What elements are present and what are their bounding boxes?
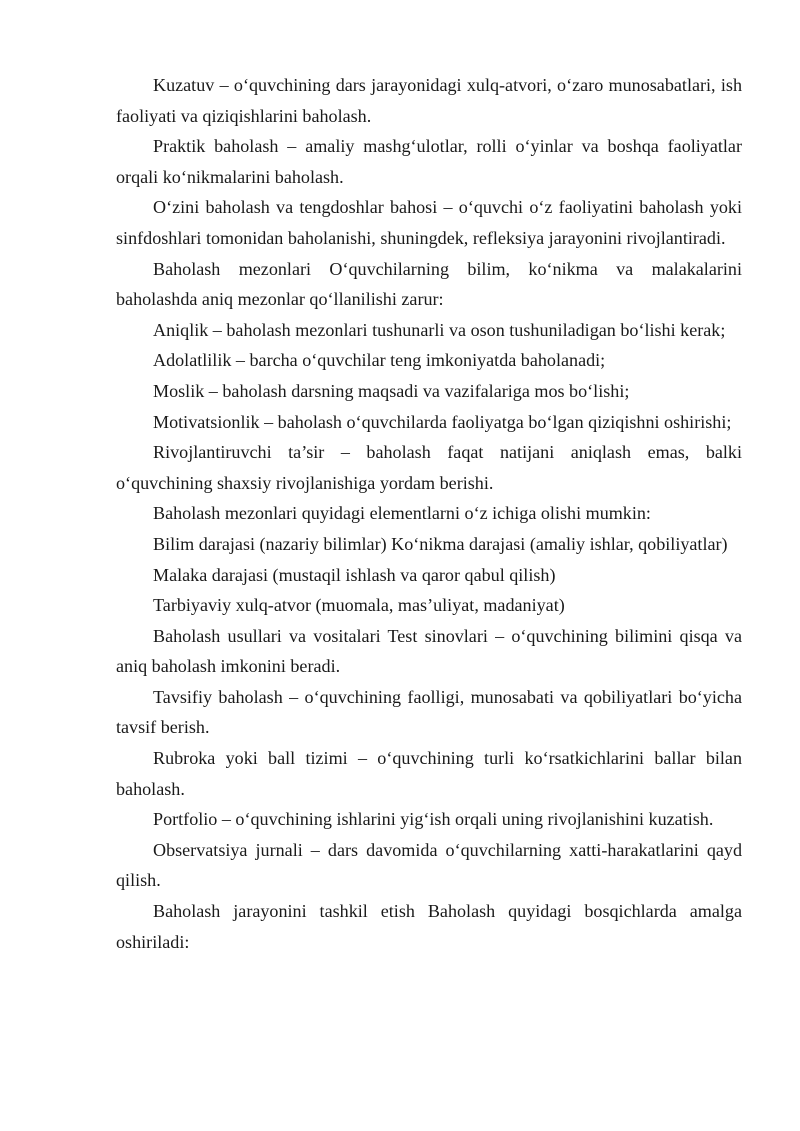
paragraph-tavsifiy-baholash: Tavsifiy baholash – o‘quvchining faolligi, munosabati va qobiliyatlari bo‘yicha tavsif berish. xyxy=(116,686,742,738)
paragraph-malaka-darajasi: Malaka darajasi (mustaqil ishlash va qaror qabul qilish) xyxy=(153,564,556,585)
paragraph-adolatlilik: Adolatlilik – barcha o‘quvchilar teng imkoniyatda baholanadi; xyxy=(153,350,606,371)
paragraph-baholash-mezonlari: Baholash mezonlari O‘quvchilarning bilim, ko‘nikma va malakalarini baholashda aniq mezonlar qo‘llanilishi zarur: xyxy=(116,258,742,310)
paragraph-moslik: Moslik – baholash darsning maqsadi va vazifalariga mos bo‘lishi; xyxy=(153,380,630,401)
document-body xyxy=(116,70,742,957)
paragraph-observatsiya: Observatsiya jurnali – dars davomida o‘quvchilarning xatti-harakatlarini qayd qilish. xyxy=(116,839,742,891)
paragraph-rivojlantiruvchi: Rivojlantiruvchi ta’sir – baholash faqat natijani aniqlash emas, balki o‘quvchining shaxsiy rivojlanishiga yordam berishi. xyxy=(116,442,742,493)
paragraph-tarbiyaviy: Tarbiyaviy xulq-atvor (muomala, mas’uliyat, madaniyat) xyxy=(153,595,565,616)
paragraph-bilim-darajasi: Bilim darajasi (nazariy bilimlar) Ko‘nikma darajasi (amaliy ishlar, qobiliyatlar) xyxy=(153,533,728,554)
paragraph-aniqlik: Aniqlik – baholash mezonlari tushunarli va oson tushuniladigan bo‘lishi kerak; xyxy=(153,319,726,340)
paragraph-mezon-elementlari: Baholash mezonlari quyidagi elementlarni o‘z ichiga olishi mumkin: xyxy=(153,503,651,524)
paragraph-rubroka: Rubroka yoki ball tizimi – o‘quvchining turli ko‘rsatkichlarini ballar bilan baholash. xyxy=(116,748,742,799)
paragraph-ozini-baholash: O‘zini baholash va tengdoshlar bahosi – o‘quvchi o‘z faoliyatini baholash yoki sinfdoshlari tomonidan baholanishi, shuningdek, refleksiya jarayonini rivojlantiradi. xyxy=(116,197,742,248)
paragraph-motivatsionlik: Motivatsionlik – baholash o‘quvchilarda faoliyatga bo‘lgan qiziqishni oshirishi; xyxy=(153,411,732,432)
paragraph-praktik-baholash: Praktik baholash – amaliy mashg‘ulotlar, rolli o‘yinlar va boshqa faoliyatlar orqali ko‘nikmalarini baholash. xyxy=(116,136,742,187)
paragraph-kuzatuv: Kuzatuv – o‘quvchining dars jarayonidagi xulq-atvori, o‘zaro munosabatlari, ish faoliyati va qiziqishlarini baholash. xyxy=(116,75,742,126)
paragraph-test-sinovlari: Baholash usullari va vositalari Test sinovlari – o‘quvchining bilimini qisqa va aniq baholash imkonini beradi. xyxy=(116,625,742,677)
paragraph-jarayon-tashkil: Baholash jarayonini tashkil etish Baholash quyidagi bosqichlarda amalga oshiriladi: xyxy=(116,901,742,952)
paragraph-portfolio: Portfolio – o‘quvchining ishlarini yig‘ish orqali uning rivojlanishini kuzatish. xyxy=(153,809,714,830)
